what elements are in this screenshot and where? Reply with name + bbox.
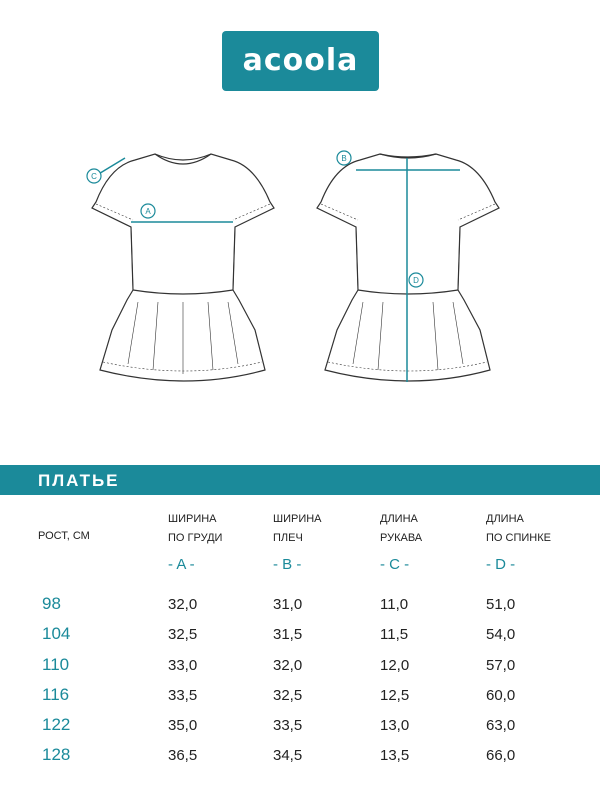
table-cell: 57,0	[486, 657, 516, 674]
brand-logo	[222, 31, 379, 91]
size-116: 116	[42, 685, 70, 704]
table-cell: 13,5	[380, 747, 410, 764]
dress-front-drawing	[92, 154, 274, 381]
table-cell: 33,0	[168, 657, 198, 674]
table-cell: 63,0	[486, 717, 516, 734]
table-cell: 60,0	[486, 687, 516, 704]
section-banner	[0, 465, 600, 495]
marker-b-label: B	[341, 154, 347, 163]
size-104: 104	[42, 624, 71, 643]
brand-logo-text: acoola	[242, 43, 359, 78]
table-cell: 31,5	[273, 626, 303, 643]
size-110: 110	[42, 655, 70, 674]
table-cell: 32,5	[273, 687, 303, 704]
table-cell: 32,0	[273, 657, 303, 674]
table-cell: 66,0	[486, 747, 516, 764]
table-cell: 32,5	[168, 626, 198, 643]
table-cell: 12,0	[380, 657, 410, 674]
dress-sketch	[0, 130, 600, 400]
marker-c-label: C	[91, 172, 97, 181]
table-cell: 33,5	[273, 717, 303, 734]
section-title: ПЛАТЬЕ	[38, 471, 120, 490]
column-code-d: - D -	[486, 556, 516, 573]
dress-back-drawing	[317, 154, 499, 381]
size-122: 122	[42, 715, 71, 734]
height-header: РОСТ, СМ	[38, 530, 90, 542]
table-cell: 35,0	[168, 717, 198, 734]
size-98: 98	[42, 594, 61, 613]
header-back-length: ДЛИНА ПО СПИНКЕ	[486, 513, 551, 544]
table-cell: 54,0	[486, 626, 516, 643]
column-code-a: - A -	[168, 556, 195, 573]
table-cell: 33,5	[168, 687, 198, 704]
header-chest-width: ШИРИНА ПО ГРУДИ	[168, 513, 223, 544]
marker-d-label: D	[413, 276, 419, 285]
header-sleeve-length: ДЛИНА РУКАВА	[380, 513, 423, 544]
table-cell: 51,0	[486, 596, 516, 613]
table-cell: 36,5	[168, 747, 198, 764]
column-code-b: - B -	[273, 556, 302, 573]
table-cell: 34,5	[273, 747, 303, 764]
table-cell: 13,0	[380, 717, 410, 734]
marker-a-label: A	[145, 207, 151, 216]
column-code-c: - C -	[380, 556, 410, 573]
table-cell: 32,0	[168, 596, 198, 613]
table-cell: 12,5	[380, 687, 410, 704]
header-shoulder-width: ШИРИНА ПЛЕЧ	[273, 513, 322, 544]
size-128: 128	[42, 745, 71, 764]
table-cell: 11,0	[380, 596, 409, 613]
table-cell: 11,5	[380, 626, 409, 643]
table-cell: 31,0	[273, 596, 303, 613]
